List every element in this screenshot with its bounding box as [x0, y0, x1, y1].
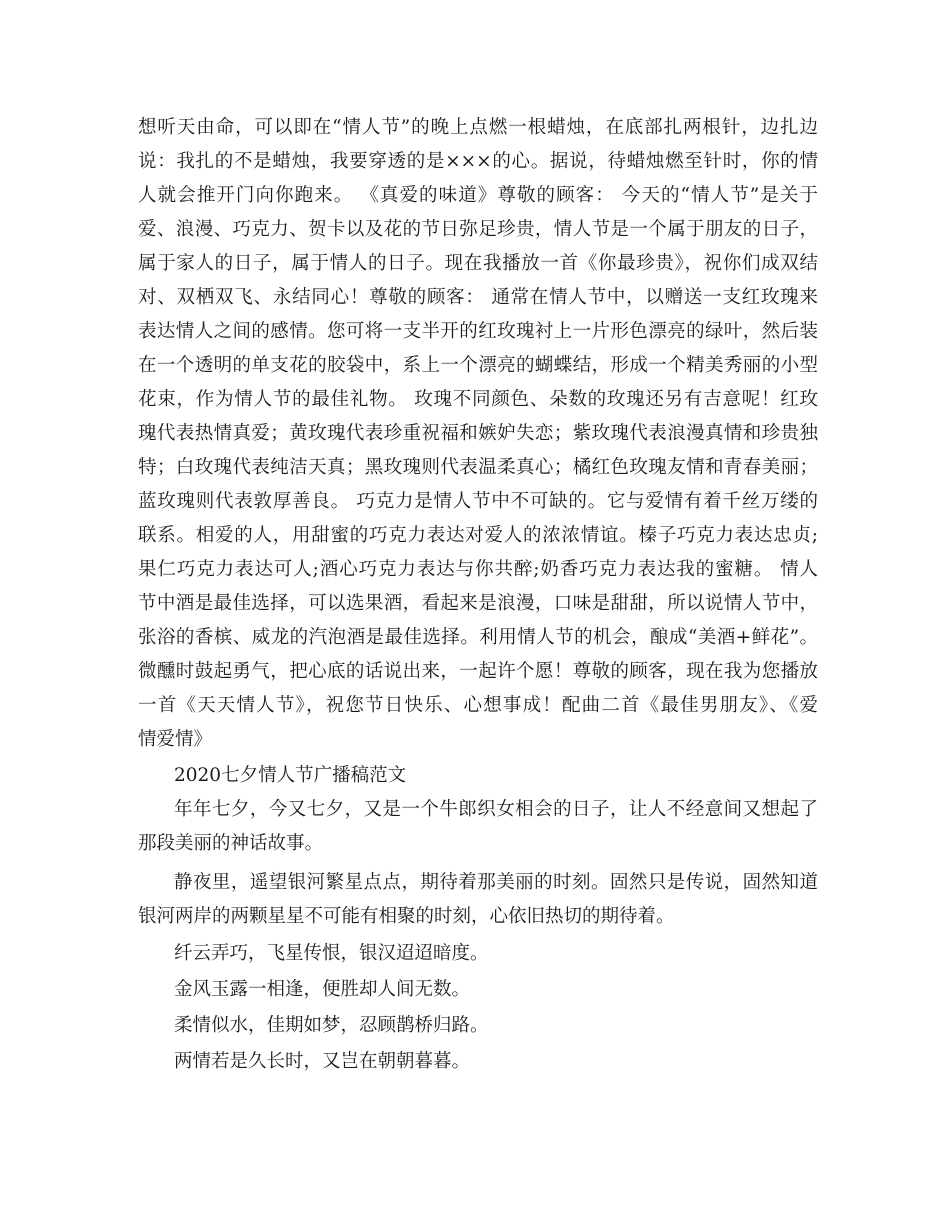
body-line: 果仁巧克力表达可人;酒心巧克力表达与你共醉;奶香巧克力表达我的蜜糖。 情人: [138, 559, 818, 580]
paragraph-line: 银河两岸的两颗星星不可能有相聚的时刻，心依旧热切的期待着。: [138, 906, 675, 927]
body-line: 对、双栖双飞、永结同心！尊敬的顾客： 通常在情人节中，以赠送一支红玫瑰来: [138, 287, 818, 308]
section-title: 2020七夕情人节广播稿范文: [174, 765, 407, 786]
body-line: 微醺时鼓起勇气，把心底的话说出来，一起许个愿！尊敬的顾客，现在我为您播放: [138, 661, 818, 682]
body-line: 人就会推开门向你跑来。 《真爱的味道》尊敬的顾客： 今天的“情人节”是关于: [138, 185, 818, 206]
body-line: 爱、浪漫、巧克力、贺卡以及花的节日弥足珍贵，情人节是一个属于朋友的日子，: [138, 219, 818, 240]
poem-line: 纤云弄巧，飞星传恨，银汉迢迢暗度。: [174, 943, 489, 964]
paragraph-line: 那段美丽的神话故事。: [138, 833, 324, 854]
poem-line: 柔情似水，佳期如梦，忍顾鹊桥归路。: [174, 1015, 489, 1036]
body-line: 张浴的香槟、威龙的汽泡酒是最佳选择。利用情人节的机会，酿成“美酒+鲜花”。: [138, 627, 818, 648]
body-line: 属于家人的日子，属于情人的日子。现在我播放一首《你最珍贵》，祝你们成双结: [138, 253, 818, 274]
body-line: 说：我扎的不是蜡烛，我要穿透的是×××的心。据说，待蜡烛燃至针时，你的情: [138, 151, 818, 172]
paragraph-line: 年年七夕，今又七夕，又是一个牛郎织女相会的日子，让人不经意间又想起了: [174, 799, 818, 820]
body-line: 瑰代表热情真爱；黄玫瑰代表珍重祝福和嫉妒失恋；紫玫瑰代表浪漫真情和珍贵独: [138, 423, 818, 444]
poem-line: 金风玉露一相逢，便胜却人间无数。: [174, 979, 471, 1000]
poem-line: 两情若是久长时，又岂在朝朝暮暮。: [174, 1051, 471, 1072]
paragraph-line: 静夜里，遥望银河繁星点点，期待着那美丽的时刻。固然只是传说，固然知道: [174, 872, 818, 893]
body-line: 表达情人之间的感情。您可将一支半开的红玫瑰衬上一片形色漂亮的绿叶，然后装: [138, 321, 818, 342]
body-line: 情爱情》: [138, 729, 213, 750]
body-line: 特；白玫瑰代表纯洁天真；黑玫瑰则代表温柔真心；橘红色玫瑰友情和青春美丽；: [138, 457, 818, 478]
body-line: 一首《天天情人节》，祝您节日快乐、心想事成！配曲二首《最佳男朋友》、《爱: [138, 695, 818, 716]
body-line: 节中酒是最佳选择，可以选果酒，看起来是浪漫，口味是甜甜，所以说情人节中，: [138, 593, 818, 614]
body-line: 花束，作为情人节的最佳礼物。 玫瑰不同颜色、朵数的玫瑰还另有吉意呢！红玫: [138, 389, 818, 410]
body-line: 联系。相爱的人，用甜蜜的巧克力表达对爱人的浓浓情谊。榛子巧克力表达忠贞;: [138, 525, 818, 546]
body-line: 蓝玫瑰则代表敦厚善良。 巧克力是情人节中不可缺的。它与爱情有着千丝万缕的: [138, 491, 818, 512]
body-line: 在一个透明的单支花的胶袋中，系上一个漂亮的蝴蝶结，形成一个精美秀丽的小型: [138, 355, 818, 376]
body-line: 想听天由命，可以即在“情人节”的晚上点燃一根蜡烛，在底部扎两根针，边扎边: [138, 117, 818, 138]
